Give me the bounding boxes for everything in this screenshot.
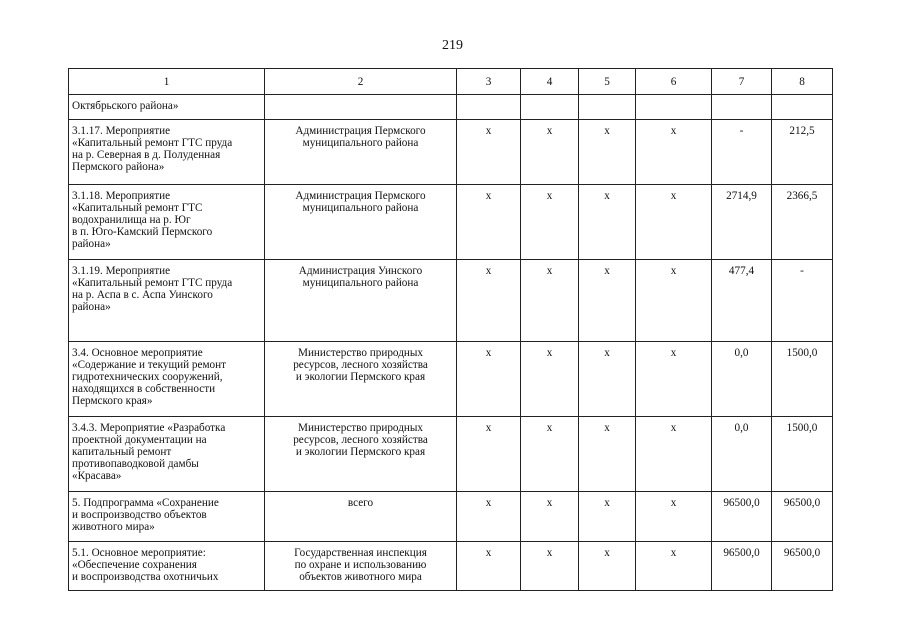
activity-name: 5.1. Основное мероприятие: «Обеспечение сохранения и воспроизводства охотничьих xyxy=(72,547,219,583)
value-cell: x xyxy=(636,185,712,260)
value-cell: x xyxy=(457,342,521,417)
column-header: 6 xyxy=(636,69,712,95)
activity-name: 3.1.18. Мероприятие «Капитальный ремонт ГТС водохранилища на р. Юг в п. Юго-Камский Пермского района» xyxy=(72,190,213,250)
table-row xyxy=(69,260,833,342)
value-cell: x xyxy=(457,417,521,492)
amount-cell: 96500,0 xyxy=(712,542,772,591)
executor-cell xyxy=(265,260,457,342)
value-cell: x xyxy=(521,417,579,492)
executor-name: Администрация Уинского муниципального района xyxy=(298,265,423,289)
table-row xyxy=(69,185,833,260)
value-cell: x xyxy=(579,185,636,260)
executor-name: Администрация Пермского муниципального района xyxy=(295,125,426,149)
executor-cell xyxy=(265,342,457,417)
amount-cell: 2714,9 xyxy=(712,185,772,260)
value-cell: x xyxy=(457,260,521,342)
executor-name: всего xyxy=(347,497,374,509)
activity-name: 3.4. Основное мероприятие «Содержание и текущий ремонт гидротехнических сооружений, находящихся в собственности Пермского края» xyxy=(72,347,227,407)
column-header: 4 xyxy=(521,69,579,95)
amount-cell: 1500,0 xyxy=(772,342,833,417)
activity-name-cell xyxy=(69,417,265,492)
page-number: 219 xyxy=(442,38,463,53)
value-cell: x xyxy=(521,542,579,591)
activity-name: Октябрьского района» xyxy=(72,100,179,112)
column-header: 5 xyxy=(579,69,636,95)
value-cell: x xyxy=(521,185,579,260)
activity-name-cell xyxy=(69,95,265,120)
activity-name-cell xyxy=(69,185,265,260)
value-cell: x xyxy=(579,260,636,342)
executor-cell xyxy=(265,185,457,260)
amount-cell: 2366,5 xyxy=(772,185,833,260)
table-row xyxy=(69,492,833,542)
value-cell: x xyxy=(579,492,636,542)
value-cell: x xyxy=(579,120,636,185)
executor-name: Государственная инспекция по охране и использованию объектов животного мира xyxy=(294,547,427,583)
value-cell: x xyxy=(457,492,521,542)
amount-cell: - xyxy=(712,120,772,185)
value-cell: x xyxy=(636,542,712,591)
activity-name-cell xyxy=(69,492,265,542)
value-cell: x xyxy=(636,342,712,417)
executor-cell xyxy=(265,542,457,591)
amount-cell xyxy=(772,95,833,120)
executor-name: Министерство природных ресурсов, лесного хозяйства и экологии Пермского края xyxy=(293,347,428,383)
executor-name: Администрация Пермского муниципального района xyxy=(295,190,426,214)
value-cell: x xyxy=(521,120,579,185)
activity-name: 3.1.17. Мероприятие «Капитальный ремонт ГТС пруда на р. Северная в д. Полуденная Пермского района» xyxy=(72,125,233,173)
value-cell xyxy=(457,95,521,120)
executor-cell xyxy=(265,492,457,542)
value-cell xyxy=(636,95,712,120)
column-header: 8 xyxy=(772,69,833,95)
value-cell: x xyxy=(636,417,712,492)
budget-table xyxy=(68,68,833,591)
value-cell: x xyxy=(457,185,521,260)
activity-name-cell xyxy=(69,120,265,185)
value-cell: x xyxy=(521,342,579,417)
activity-name-cell xyxy=(69,260,265,342)
column-header: 1 xyxy=(69,69,265,95)
table-row xyxy=(69,95,833,120)
value-cell: x xyxy=(457,120,521,185)
executor-cell xyxy=(265,120,457,185)
amount-cell: 0,0 xyxy=(712,342,772,417)
value-cell: x xyxy=(579,342,636,417)
table-header-row xyxy=(69,69,833,95)
amount-cell: 96500,0 xyxy=(772,542,833,591)
column-header: 7 xyxy=(712,69,772,95)
column-header: 2 xyxy=(265,69,457,95)
value-cell: x xyxy=(457,542,521,591)
value-cell: x xyxy=(521,260,579,342)
activity-name: 3.4.3. Мероприятие «Разработка проектной документации на капитальный ремонт противопаводковой дамбы «Красава» xyxy=(72,422,226,482)
value-cell: x xyxy=(579,542,636,591)
amount-cell xyxy=(712,95,772,120)
column-header: 3 xyxy=(457,69,521,95)
value-cell: x xyxy=(636,120,712,185)
amount-cell: 477,4 xyxy=(712,260,772,342)
activity-name-cell xyxy=(69,342,265,417)
table-row xyxy=(69,120,833,185)
value-cell: x xyxy=(579,417,636,492)
amount-cell: 0,0 xyxy=(712,417,772,492)
value-cell: x xyxy=(636,260,712,342)
amount-cell: 96500,0 xyxy=(772,492,833,542)
value-cell xyxy=(521,95,579,120)
executor-name: Министерство природных ресурсов, лесного хозяйства и экологии Пермского края xyxy=(293,422,428,458)
value-cell xyxy=(579,95,636,120)
executor-cell xyxy=(265,95,457,120)
value-cell: x xyxy=(521,492,579,542)
amount-cell: - xyxy=(772,260,833,342)
activity-name-cell xyxy=(69,542,265,591)
activity-name: 5. Подпрограмма «Сохранение и воспроизводство объектов животного мира» xyxy=(72,497,219,533)
activity-name: 3.1.19. Мероприятие «Капитальный ремонт ГТС пруда на р. Аспа в с. Аспа Уинского района» xyxy=(72,265,233,313)
table-row xyxy=(69,417,833,492)
table-row xyxy=(69,342,833,417)
amount-cell: 1500,0 xyxy=(772,417,833,492)
table-row xyxy=(69,542,833,591)
amount-cell: 212,5 xyxy=(772,120,833,185)
value-cell: x xyxy=(636,492,712,542)
amount-cell: 96500,0 xyxy=(712,492,772,542)
executor-cell xyxy=(265,417,457,492)
